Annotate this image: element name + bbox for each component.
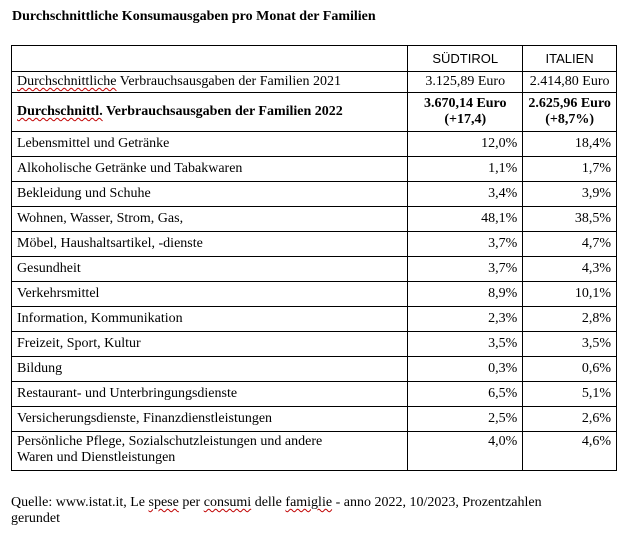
value-main: 2.625,96 Euro — [528, 96, 611, 111]
value-suedtirol: 12,0% — [408, 132, 523, 157]
value-suedtirol: 6,5% — [408, 382, 523, 407]
value-italien: 3,9% — [523, 182, 617, 207]
table-row-2021 — [12, 72, 617, 93]
spellcheck-word: famiglie — [285, 495, 333, 510]
row-label: Möbel, Haushaltsartikel, -dienste — [12, 232, 408, 257]
spellcheck-word: spese — [148, 495, 179, 510]
table-row — [12, 182, 617, 207]
value-italien: 2,8% — [523, 307, 617, 332]
value-italien: 5,1% — [523, 382, 617, 407]
value-italien: 38,5% — [523, 207, 617, 232]
table-row — [12, 432, 617, 471]
row-label-rest: Verbrauchsausgaben der Familien 2021 — [116, 74, 341, 89]
row-label — [12, 432, 408, 471]
value-suedtirol — [408, 93, 523, 132]
source-note — [11, 495, 611, 527]
source-text: gerundet — [11, 511, 60, 526]
row-label: Lebensmittel und Getränke — [12, 132, 408, 157]
row-label: Wohnen, Wasser, Strom, Gas, — [12, 207, 408, 232]
table-row — [12, 357, 617, 382]
value-italien: 1,7% — [523, 157, 617, 182]
value-italien: 2,6% — [523, 407, 617, 432]
value-suedtirol: 3,5% — [408, 332, 523, 357]
table-row — [12, 232, 617, 257]
table-row — [12, 407, 617, 432]
row-label: Alkoholische Getränke und Tabakwaren — [12, 157, 408, 182]
value-change: (+8,7%) — [545, 112, 595, 127]
row-label-rest: Verbrauchsausgaben der Familien 2022 — [102, 104, 343, 119]
table-row — [12, 382, 617, 407]
row-label: Freizeit, Sport, Kultur — [12, 332, 408, 357]
value-italien: 3,5% — [523, 332, 617, 357]
row-label: Restaurant- und Unterbringungsdienste — [12, 382, 408, 407]
header-suedtirol: SÜDTIROL — [408, 46, 523, 72]
row-label: Information, Kommunikation — [12, 307, 408, 332]
value-italien: 4,7% — [523, 232, 617, 257]
row-label: Bekleidung und Schuhe — [12, 182, 408, 207]
row-label-line: Persönliche Pflege, Sozialschutzleistungen und andere — [17, 434, 323, 449]
page-title: Durchschnittliche Konsumausgaben pro Monat der Familien — [12, 9, 376, 24]
source-text: per — [178, 495, 204, 510]
value-italien: 4,3% — [523, 257, 617, 282]
row-label: Gesundheit — [12, 257, 408, 282]
row-label — [12, 72, 408, 93]
value-change: (+17,4) — [444, 112, 487, 127]
header-label-cell — [12, 46, 408, 72]
header-italien: ITALIEN — [523, 46, 617, 72]
value-suedtirol: 3,7% — [408, 232, 523, 257]
table-row — [12, 257, 617, 282]
spellcheck-word: Durchschnittl. — [17, 104, 103, 119]
source-text: Quelle: www.istat.it, Le — [11, 495, 149, 510]
value-suedtirol: 2,3% — [408, 307, 523, 332]
value-italien: 2.414,80 Euro — [523, 72, 617, 93]
table-row — [12, 157, 617, 182]
value-suedtirol: 4,0% — [408, 432, 523, 471]
value-italien — [523, 93, 617, 132]
value-suedtirol: 3,7% — [408, 257, 523, 282]
source-text: - anno 2022, 10/2023, Prozentzahlen — [332, 495, 542, 510]
value-suedtirol: 2,5% — [408, 407, 523, 432]
consumption-table — [11, 45, 617, 471]
table-row — [12, 307, 617, 332]
spellcheck-word: Durchschnittliche — [17, 74, 117, 89]
value-main: 3.670,14 Euro — [423, 96, 507, 111]
table-header-row — [12, 46, 617, 72]
table-row — [12, 282, 617, 307]
table-row — [12, 207, 617, 232]
value-suedtirol: 48,1% — [408, 207, 523, 232]
source-text: delle — [251, 495, 286, 510]
value-italien: 10,1% — [523, 282, 617, 307]
row-label: Versicherungsdienste, Finanzdienstleistungen — [12, 407, 408, 432]
value-suedtirol: 0,3% — [408, 357, 523, 382]
value-suedtirol: 8,9% — [408, 282, 523, 307]
table-row — [12, 132, 617, 157]
row-label: Bildung — [12, 357, 408, 382]
value-italien: 18,4% — [523, 132, 617, 157]
row-label — [12, 93, 408, 132]
value-suedtirol: 3.125,89 Euro — [408, 72, 523, 93]
table-row — [12, 332, 617, 357]
spellcheck-word: consumi — [203, 495, 252, 510]
value-italien: 4,6% — [523, 432, 617, 471]
value-italien: 0,6% — [523, 357, 617, 382]
table-row-2022 — [12, 93, 617, 132]
row-label-line: Waren und Dienstleistungen — [17, 450, 176, 465]
row-label: Verkehrsmittel — [12, 282, 408, 307]
value-suedtirol: 1,1% — [408, 157, 523, 182]
value-suedtirol: 3,4% — [408, 182, 523, 207]
